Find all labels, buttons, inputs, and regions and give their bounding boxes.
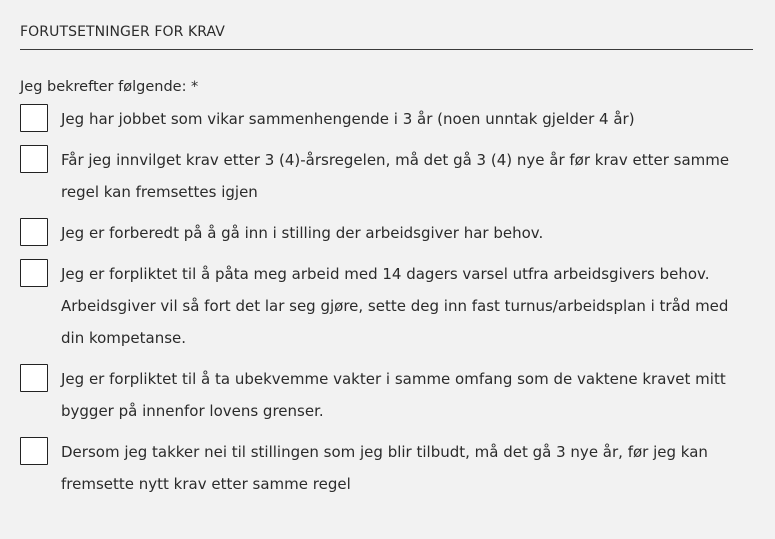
confirm-prompt: Jeg bekrefter følgende: * [20, 79, 199, 95]
option-inconvenient-shifts [20, 364, 753, 427]
checkbox-rule-renewal[interactable] [20, 145, 48, 173]
option-14-day-notice [20, 259, 753, 354]
option-prepared-position [20, 218, 753, 249]
checkbox-prepared-position[interactable] [20, 218, 48, 246]
option-label: Jeg har jobbet som vikar sammenhengende i 3 år (noen unntak gjelder 4 år) [61, 110, 635, 128]
option-vikar-3-years [20, 104, 753, 135]
section-title: FORUTSETNINGER FOR KRAV [20, 24, 753, 50]
option-label: Dersom jeg takker nei til stillingen som jeg blir tilbudt, må det gå 3 nye år, før jeg kan fremsette nytt krav etter samme regel [61, 443, 708, 493]
option-label: Jeg er forberedt på å gå inn i stilling der arbeidsgiver har behov. [61, 224, 544, 242]
option-label: Jeg er forpliktet til å ta ubekvemme vakter i samme omfang som de vaktene kravet mitt bygger på innenfor lovens grenser. [61, 370, 726, 420]
checkbox-vikar-3-years[interactable] [20, 104, 48, 132]
option-label: Får jeg innvilget krav etter 3 (4)-årsregelen, må det gå 3 (4) nye år før krav etter samme regel kan fremsettes igjen [61, 151, 730, 201]
checkbox-list [20, 104, 753, 500]
requirements-section [20, 0, 753, 510]
option-rule-renewal [20, 145, 753, 208]
checkbox-inconvenient-shifts[interactable] [20, 364, 48, 392]
option-decline-offer [20, 437, 753, 500]
checkbox-decline-offer[interactable] [20, 437, 48, 465]
checkbox-14-day-notice[interactable] [20, 259, 48, 287]
option-label: Jeg er forpliktet til å påta meg arbeid med 14 dagers varsel utfra arbeidsgivers behov. Arbeidsgiver vil så fort det lar seg gjøre, sette deg inn fast turnus/arbeidsplan i tråd med din kompetanse. [61, 265, 729, 347]
